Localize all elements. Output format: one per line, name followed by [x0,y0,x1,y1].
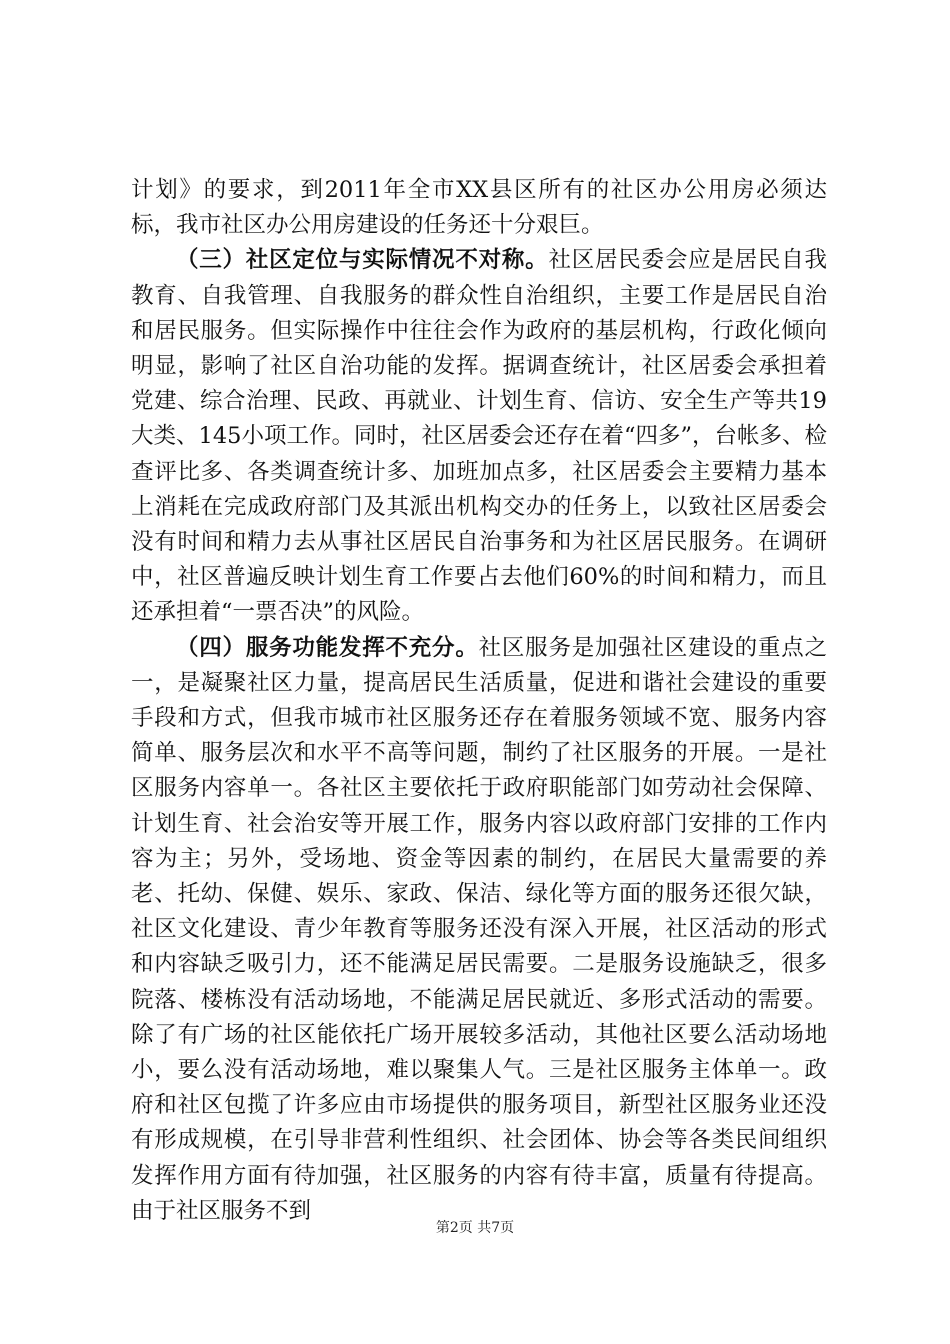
document-body [131,173,827,1229]
page-footer [0,1218,950,1238]
paragraph-text: 社区居民委会应是居民自我教育、自我管理、自我服务的群众性自治组织，主要工作是居民自治和居民服务。但实际操作中往往会作为政府的基层机构，行政化倾向明显，影响了社区自治功能的发挥。据调查统计，社区居委会承担着党建、综合治理、民政、再就业、计划生育、信访、安全生产等共19大类、145小项工作。同时，社区居委会还存在着“四多”，台帐多、检查评比多、各类调查统计多、加班加点多，社区居委会主要精力基本上消耗在完成政府部门及其派出机构交办的任务上，以致社区居委会没有时间和精力去从事社区居民自治事务和为社区居民服务。在调研中，社区普遍反映计划生育工作要占去他们60%的时间和精力，而且还承担着“一票否决”的风险。 [131,247,827,626]
paragraph-section-4 [131,631,827,1229]
page-number-label: 第2页 共7页 [435,1220,515,1236]
paragraph-text: 计划》的要求，到2011年全市XX县区所有的社区办公用房必须达标，我市社区办公用房建设的任务还十分艰巨。 [131,177,827,239]
paragraph-continuation [131,173,827,243]
paragraph-section-3 [131,243,827,630]
section-heading: （三）社区定位与实际情况不对称。 [176,247,549,274]
section-heading: （四）服务功能发挥不充分。 [176,634,479,661]
paragraph-text: 社区服务是加强社区建设的重点之一，是凝聚社区力量，提高居民生活质量，促进和谐社会建设的重要手段和方式，但我市城市社区服务还存在着服务领域不宽、服务内容简单、服务层次和水平不高等问题，制约了社区服务的开展。一是社区服务内容单一。各社区主要依托于政府职能部门如劳动社会保障、计划生育、社会治安等开展工作，服务内容以政府部门安排的工作内容为主；另外，受场地、资金等因素的制约，在居民大量需要的养老、托幼、保健、娱乐、家政、保洁、绿化等方面的服务还很欠缺，社区文化建设、青少年教育等服务还没有深入开展，社区活动的形式和内容缺乏吸引力，还不能满足居民需要。二是服务设施缺乏，很多院落、楼栋没有活动场地，不能满足居民就近、多形式活动的需要。除了有广场的社区能依托广场开展较多活动，其他社区要么活动场地小，要么没有活动场地，难以聚集人气。三是社区服务主体单一。政府和社区包揽了许多应由市场提供的服务项目，新型社区服务业还没有形成规模，在引导非营利性组织、社会团体、协会等各类民间组织发挥作用方面有待加强，社区服务的内容有待丰富，质量有待提高。由于社区服务不到 [131,634,827,1224]
